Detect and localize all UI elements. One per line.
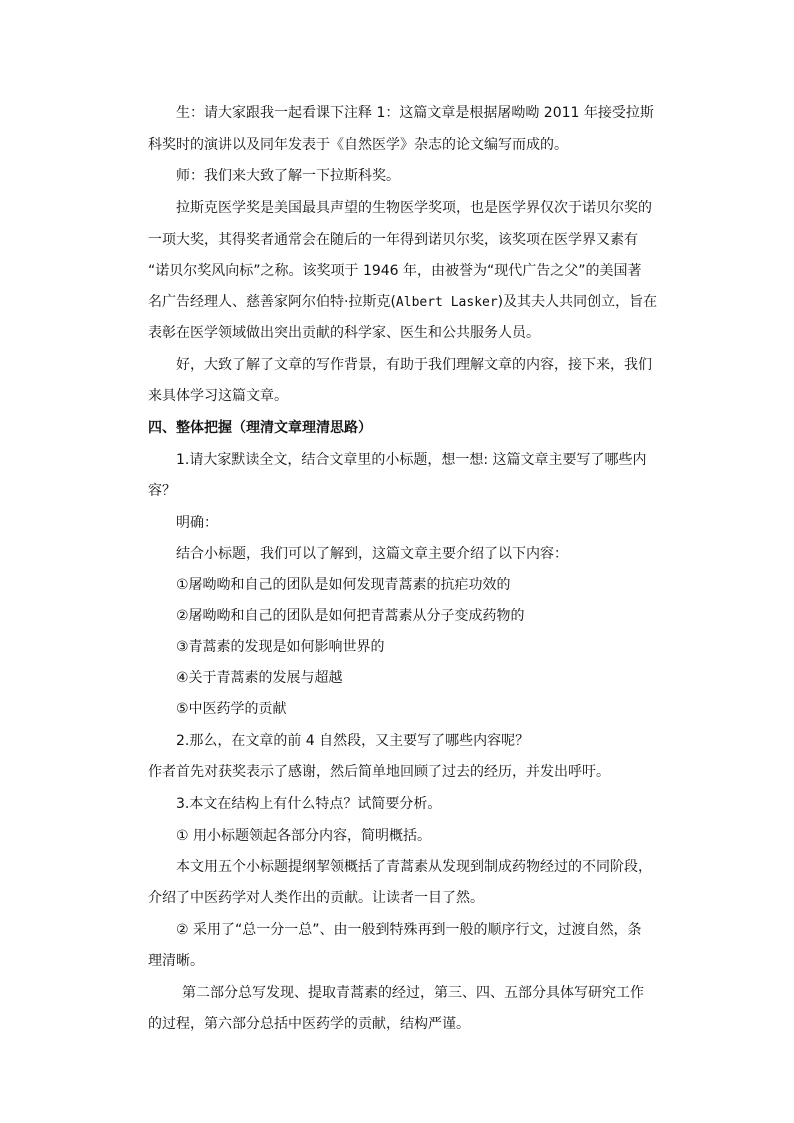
- lasker-paragraph-line-4: [148, 292, 657, 313]
- section-heading: 四、整体把握（理清文章理清思路）: [148, 420, 372, 436]
- lasker-line-4-part-a: 名广告经理人、慈善家阿尔伯特·拉斯克(: [148, 294, 396, 310]
- lasker-english-name: Albert Lasker: [395, 295, 498, 310]
- answer-2: 作者首先对获奖表示了感谢，然后简单地回顾了过去的经历，并发出呼吁。: [148, 764, 610, 780]
- list-item: ③青蒿素的发现是如何影响世界的: [176, 639, 385, 655]
- dialogue-student-line-1: 生：请大家跟我一起看课下注释 1：这篇文章是根据屠呦呦 2011 年接受拉斯: [176, 105, 654, 121]
- question-1-line-1: 1.请大家默读全文，结合文章里的小标题，想一想: 这篇文章主要写了哪些内: [176, 452, 647, 468]
- background-summary-line-1: 好，大致了解了文章的写作背景，有助于我们理解文章的内容，接下来，我们: [176, 357, 652, 373]
- point-2-line-1: ② 采用了“总一分一总”、由一般到特殊再到一般的顺序行文，过渡自然，条: [176, 922, 642, 938]
- answer-intro: 结合小标题，我们可以了解到，这篇文章主要介绍了以下内容：: [176, 546, 568, 562]
- background-summary-line-2: 来具体学习这篇文章。: [148, 388, 288, 404]
- question-1-line-2: 容？: [148, 483, 176, 499]
- lasker-paragraph-line-5: 表彰在医学领域做出突出贡献的科学家、医生和公共服务人员。: [148, 325, 540, 341]
- list-item: ④关于青蒿素的发展与超越: [176, 670, 343, 686]
- point-1: ① 用小标题领起各部分内容，简明概括。: [176, 828, 431, 844]
- list-item: ⑤中医药学的贡献: [176, 701, 287, 717]
- lasker-line-4-part-c: )及其夫人共同创立，旨在: [497, 294, 658, 310]
- lasker-paragraph-line-3: “诺贝尔奖风向标”之称。该奖项于 1946 年，由被誉为“现代广告之父”的美国著: [148, 263, 642, 279]
- clarify-label: 明确：: [176, 515, 218, 531]
- question-2: 2.那么，在文章的前 4 自然段，又主要写了哪些内容呢？: [176, 733, 530, 749]
- explanation-2-line-2: 的过程，第六部分总括中医药学的贡献，结构严谨。: [148, 1016, 470, 1032]
- explanation-2-line-1: 第二部分总写发现、提取青蒿素的经过，第三、四、五部分具体写研究工作: [182, 985, 644, 1001]
- point-2-line-2: 理清晰。: [148, 953, 204, 969]
- question-3: 3.本文在结构上有什么特点？试简要分析。: [176, 796, 442, 812]
- explanation-1-line-1: 本文用五个小标题提纲挈领概括了青蒿素从发现到制成药物经过的不同阶段，: [176, 859, 652, 875]
- lasker-paragraph-line-2: 一项大奖，其得奖者通常会在随后的一年得到诺贝尔奖，该奖项在医学界又素有: [148, 232, 638, 248]
- explanation-1-line-2: 介绍了中医药学对人类作出的贡献。让读者一目了然。: [148, 890, 484, 906]
- dialogue-teacher: 师：我们来大致了解一下拉斯科奖。: [176, 168, 400, 184]
- dialogue-student-line-2: 科奖时的演讲以及同年发表于《自然医学》杂志的论文编写而成的。: [148, 137, 568, 153]
- list-item: ①屠呦呦和自己的团队是如何发现青蒿素的抗疟功效的: [176, 577, 511, 593]
- lasker-paragraph-line-1: 拉斯克医学奖是美国最具声望的生物医学奖项，也是医学界仅次于诺贝尔奖的: [176, 200, 652, 216]
- list-item: ②屠呦呦和自己的团队是如何把青蒿素从分子变成药物的: [176, 608, 525, 624]
